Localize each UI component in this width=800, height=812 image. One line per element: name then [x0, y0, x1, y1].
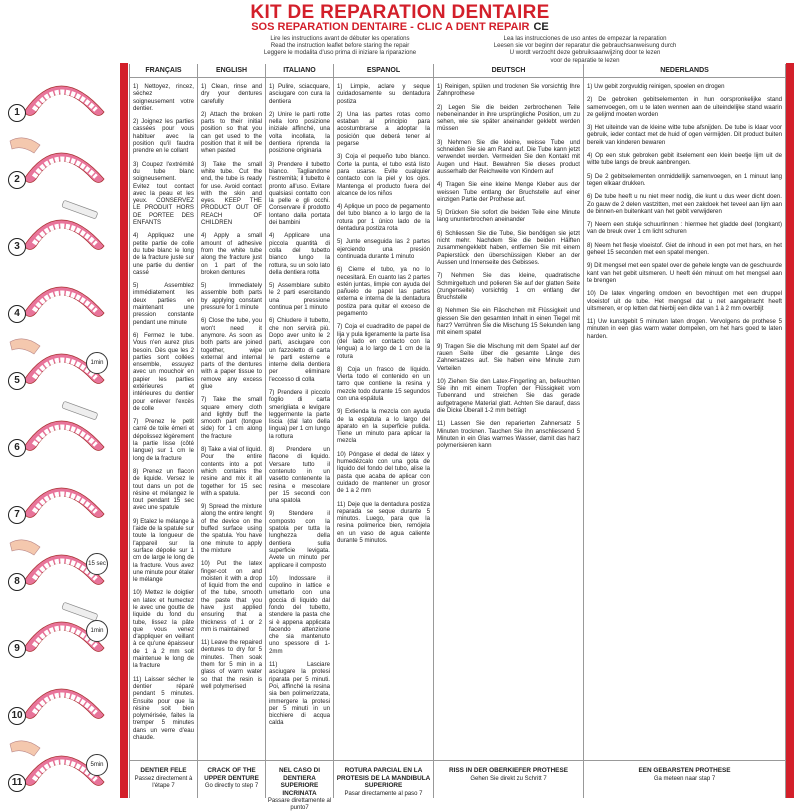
step-illustration — [4, 131, 114, 191]
step-text: 6) Cierre el tubo, ya no lo necesitará. En cuanto las 2 partes estén juntas, limpie con ayuda del pañuelo de papel las partes externa e interna de la dentadura postiza para quitar el exceso de pegamento — [337, 266, 430, 318]
step-text: 4) Apply a small amount of adhesive from the white tube along the fracture just on 1 part of the broken dentures — [201, 232, 262, 276]
step-text: 6) Chiudere il tubetto, che non servirà più. Dopo aver unito le 2 parti, asciugare con un fazzoletto di carta le parti esterne e interne della dentiera per eliminare l'eccesso di colla — [269, 317, 330, 383]
illustration-column — [4, 64, 116, 798]
step-text: 3) Coja el pequeño tubo blanco. Corte la punta, el tubo está listo para usarse. Evite cualquier contacto con la piel y los ojos. Mantenga el producto fuera del alcance de los niños — [337, 153, 430, 197]
step-text: 2) Una las partes rotas como estaban al principio para acostumbrarse a adoptar la posición que deberá tener al pegarse — [337, 110, 430, 148]
step-text: 3) Prendere il tubetto bianco. Tagliandone l'estremità; il tubetto è pronto all'uso. Evitare qualsiasi contatto con la pelle e gli occhi. Conservare il prodotto lontano dalla portata dei bambini — [269, 160, 330, 227]
step-text: 11) Uw kunstgebit 5 minuten laten drogen. Vervolgens de prothese 5 minuten in een glas warm water dompelen, om het hars goed te laten harden. — [587, 318, 782, 340]
step-text: 8) Prendere un flacone di liquido. Versare tutto il contenuto in un vasetto contenente la resina e mescolare per 15 secondi con una spatola — [269, 446, 330, 505]
footer-subtitle: Passare direttamente al punto7 — [267, 798, 332, 811]
footer-title: RISS IN DER OBERKIEFER PROTHESE — [449, 767, 568, 774]
step-text: 11) Deje que la dentadura postiza reparada se seque durante 5 minutos. Luego, para que la resina polimerice bien, remójela en un vaso de agua caliente durante 5 minutos. — [337, 500, 430, 545]
column-steps — [337, 83, 430, 550]
step-text: 1) Uw gebit zorgvuldig reinigen, spoelen en drogen — [587, 83, 725, 90]
step-text: 9) Stendere il composto con la spatola per tutta la lunghezza della dentiera sulla superficie levigata. Avete un minuto per applicare il composto — [269, 510, 330, 569]
step-number: 7 — [8, 506, 26, 524]
accent-strip-right — [786, 63, 794, 798]
step-text: 11) Lasciare asciugare la protesi riparata per 5 minuti. Poi, affinché la resina sia ben polimerizzata, immergere la protesi per 5 minuti in un bicchiere di acqua calda — [269, 661, 330, 727]
step-illustration — [4, 466, 114, 526]
column-footer — [334, 760, 433, 798]
step-text: 10) Indossare il cupolino in lattice e umettarlo con una goccia di liquido dal fondo del tubetto, stendere la pasta che si è appena applicata facendo attenzione che sia mantenuto uno spessore di 1-2mm — [269, 574, 330, 655]
step-text: 2) Unire le parti rotte nella loro posizione iniziale affinché, una volta incollata, la dentiera riprenda la posizione originaria — [269, 110, 330, 155]
step-text: 9) Spread the mixture along the entire lenght of the device on the buffed surface using the spatula. You have one minute to apply the mixture — [201, 503, 262, 554]
lead-instructions-right — [455, 35, 715, 64]
column-footer — [198, 760, 265, 798]
step-text: 2) De gebroken gebitselementen in hun oorspronkelijke stand samenvoegen, om u te laten wennen aan de uiteindelijke stand waarin ze gelijmd moeten worden — [587, 96, 782, 118]
step-text: 5) De 2 gebitselementen onmiddellijk samenvoegen, en 1 minuut lang tegen elkaar drukken. — [587, 172, 782, 187]
step-illustration — [4, 533, 114, 593]
lead-line: Lire les instructions avant de débuter les operations — [270, 35, 410, 42]
language-column — [265, 64, 333, 811]
column-header: NEDERLANDS — [584, 64, 785, 78]
step-text: 8) Prenez un flacon de liquide. Versez le tout dans un pot de résine et mélangez le tout pendant 15 sec avec une spatule — [133, 467, 194, 512]
step-text: 9) Etalez le mélange à l'aide de la spatule sur toute la longueur de l'appareil sur la surface dépolie sur 1 cm de large le long de la fracture. Vous avez une minute pour étaler le mélange — [133, 517, 194, 584]
step-text: 3) Take the small white tube. Cut the end, the tube is ready for use. Avoid contact with the skin and eyes. KEEP THE PRODUCT OUT OF REACH OF CHILDREN — [201, 160, 262, 227]
column-steps — [587, 83, 782, 346]
footer-subtitle: Go directly to step 7 — [204, 783, 259, 789]
lead-line: U wordt verzocht deze gebruiksaanwijzing door te lezen — [509, 49, 661, 57]
step-text: 7) Coja el cuadradito de papel de lija y pula ligeramente la parte lisa (del lado en contacto con la lengua) a lo largo de 1 cm de la rotura — [337, 323, 430, 360]
step-number: 11 — [8, 774, 26, 792]
step-number: 6 — [8, 439, 26, 457]
step-text: 3) Nehmen Sie die kleine, weisse Tube und schneiden Sie sie am Rand auf. Die Tube kann jetzt verwendet werden. Vermeiden Sie den Kontakt mit Augen und Haut. Bewahren Sie dieses product ausserhalb der Reichweite von Kindern auf — [437, 138, 580, 175]
column-footer — [266, 760, 333, 811]
timer-icon: 1min — [86, 620, 108, 642]
step-text: 3) Het uiteinde van de kleine witte tube afsnijden. De tube is klaar voor gebruik, ieder contact met de huid of ogen vermijden. Dit product buiten bereik van kinderen bewaren — [587, 124, 782, 146]
step-text: 10) Póngase el dedal de látex y humedézcalo con una gota de líquido del fondo del tubo, alise la pasta que acaba de aplicar con cuidado de mantener un grosor de 1 a 2 mm — [337, 450, 430, 495]
step-text: 4) Applicare una piccola quantità di colla del tubetto bianco lungo la rottura, su un solo lato della dentiera rotta — [269, 232, 330, 276]
step-illustration — [4, 667, 114, 727]
step-illustration — [4, 64, 114, 124]
step-number: 10 — [8, 707, 26, 725]
timer-icon: 15 sec — [86, 553, 108, 575]
step-text: 1) Pulire, sciacquare, asciugare con cura la dentiera — [269, 83, 330, 105]
step-text: 9) Tragen Sie die Mischung mit dem Spatel auf der rauen Seite über die gesamte Länge des Zahnersatzes auf. Sie haben eine Minute zum Verteilen — [437, 342, 580, 372]
step-text: 10) Ziehen Sie den Latex-Fingerling an, befeuchten Sie ihn mit einem Tropfen der Flüssigkeit vom Tubenrand und streichen Sie das gerade aufgetragene Material glatt. Achten Sie darauf, dass die Dicke Überall 1-2 mm beträgt — [437, 377, 580, 414]
column-header: ITALIANO — [266, 64, 333, 78]
step-text: 8) Take a vial of liquid. Pour the entire contents into a pot which contains the resine and mix it all together for 15 sec with a spatula. — [201, 446, 262, 497]
step-text: 5) Assemblare subito le 2 parti esercitando una pressione continua per 1 minuto — [269, 282, 330, 312]
step-text: 6) Close the tube, you won't need it anymore. As soon as both parts are joined together, wipe external and internal parts of the dentures with a paper tissue to remove any excess glue — [201, 317, 262, 390]
lead-line: Leesen sie vor beginn der reparatur die gebrauchsanweisung durch — [493, 42, 677, 50]
step-text: 6) Schliessen Sie die Tube, Sie benötigen sie jetzt nicht mehr. Nachdem Sie die beiden Hälften zusammengeklebt haben, entfernen Sie mit einem Papierstück den überschüssigen Kleber an der Aussen und Innenseite des Gebisses. — [437, 229, 580, 266]
step-text: 1) Nettoyez, rincez, séchez soigneusement votre dentier. — [133, 83, 194, 112]
column-header: DEUTSCH — [434, 64, 583, 78]
header — [0, 0, 800, 62]
column-steps — [201, 83, 262, 696]
footer-title: NEL CASO DI DENTIERA SUPERIORE INCRINATA — [278, 767, 321, 797]
column-steps — [437, 83, 580, 455]
column-header: ESPANOL — [334, 64, 433, 78]
step-text: 11) Laisser sécher le dentier réparé pendant 5 minutes. Ensuite pour que la résine soit bien polymérisée, faites la tremper 5 minutes dans un verre d'eau chaude. — [133, 675, 194, 742]
step-text: 6) De tube heeft u nu niet meer nodig, die kunt u dus weer dicht doen. Zo gauw de 2 delen vastzitten, met een zakdoek het teveel aan lijm aan de binnen-en buitenkant van het gebit verwijderen — [587, 193, 782, 215]
step-text: 2) Attach the broken parts to their initial position so that you can get used to the position that it will be when pasted — [201, 110, 262, 155]
step-number: 5 — [8, 372, 26, 390]
footer-subtitle: Pasar directamente al paso 7 — [344, 790, 423, 797]
page-subtitle — [0, 21, 800, 33]
lead-line: voor de reparatie te lezen — [550, 56, 620, 64]
step-illustration — [4, 332, 114, 392]
step-number: 8 — [8, 573, 26, 591]
step-text: 3) Coupez l'extrémité du tube blanc soigneusement. Evitez tout contact avec la peau et les yeux. CONSERVEZ LE PRODUIT HORS DE PORTEE DES ENFANTS — [133, 160, 194, 227]
timer-icon: 5min — [86, 754, 108, 776]
footer-subtitle: Gehen Sie direkt zu Schritt 7 — [470, 775, 547, 782]
lead-instructions-left — [210, 35, 470, 57]
subtitle-text: SOS REPARATION DENTAIRE - CLIC A DENT REPAIR — [251, 21, 530, 33]
step-text: 5) Assemblez immédiatement les deux parties en maintenant une pression constante pendant une minute — [133, 282, 194, 326]
column-footer — [434, 760, 583, 798]
step-text: 6) Fermez le tube. Vous n'en aurez plus besoin. Dès que les 2 parties sont collées ensemble, essuyez avec un mouchoir en papier les parties extérieures et intérieures du dentier pour enlever l'excès de colle — [133, 331, 194, 412]
step-text: 5) Junte enseguida las 2 partes ejerciendo una presión continuada durante 1 minuto — [337, 238, 430, 260]
column-header: ENGLISH — [198, 64, 265, 78]
language-column — [333, 64, 433, 798]
footer-title: CRACK OF THE UPPER DENTURE — [204, 767, 259, 782]
step-text: 1) Limpie, aclare y seque cuidadosamente su dentadura postiza — [337, 83, 430, 105]
step-text: 5) Drücken Sie sofort die beiden Teile eine Minute lang ununterbrochen aneinander — [437, 209, 580, 224]
column-steps — [269, 83, 330, 733]
accent-strip-left — [120, 63, 128, 798]
footer-title: EEN GEBARSTEN PROTHESE — [638, 767, 731, 774]
step-number: 9 — [8, 640, 26, 658]
step-text: 7) Take the small square emery cloth and lightly buff the smooth part (tongue side) for 1 cm along the fracture — [201, 396, 262, 440]
step-number: 2 — [8, 171, 26, 189]
step-text: 4) Tragen Sie eine kleine Menge Kleber aus der weissen Tube entlang der Bruchstelle auf einer einzigen Partie der Prothese auf. — [437, 181, 580, 203]
page-title: KIT DE REPARATION DENTAIRE — [250, 2, 550, 23]
ce-mark: CE — [533, 21, 549, 33]
step-illustration — [4, 265, 114, 325]
step-text: 8) Nehmen Sie ein Fläschchen mit Flüssigkeit und giessen Sie den gesamten Inhalt in einen Tiegel mit harz? Verrühren Sie die Mischung 15 Sekunden lang mit einem spatel — [437, 307, 580, 337]
step-number: 1 — [8, 104, 26, 122]
step-text: 10) Mettez le doigtier en latex et humectez le avec une goutte de liquide du fond du tube, lissez la pâte que vous venez d'appliquer en veillant à ce qu'une épaisseur de 1 à 2 mm soit maintenue le long de la fracture — [133, 589, 194, 670]
lead-line: Leggere le modalita d'uso prima di iniziare la riparazione — [263, 49, 417, 57]
step-text: 5) Immediately assemble both parts by applying constant pressure for 1 minute — [201, 282, 262, 312]
step-illustration — [4, 198, 114, 258]
step-text: 11) Leave the repaired dentures to dry for 5 minutes. Then soak them for 5 min in a glass of warm water so that the resin is well polymerised — [201, 639, 262, 690]
footer-subtitle: Passez directement à l'étape 7 — [134, 775, 193, 789]
step-text: 8) Coja un frasco de líquido. Vierta todo el contenido en un tarro que contiene la resina y mezcle todo durante 15 segundos con una espátula — [337, 365, 430, 402]
lead-line: Lea las instrucciones de uso antes de empezar la reparation — [503, 35, 667, 42]
step-text: 1) Reinigen, spülen und trocknen Sie vorsichtig Ihre Zahnprothese — [437, 83, 580, 98]
step-number: 4 — [8, 305, 26, 323]
step-text: 7) Prendere il piccolo foglio di carta smerigliata e levigare leggermente la parte liscia (dal lato della lingua) per 1 cm lungo la rottura — [269, 388, 330, 440]
step-text: 1) Clean, rinse and dry your dentures carefully — [201, 83, 262, 105]
step-text: 4) Aplique un poco de pegamento del tubo blanco a lo largo de la rotura por 1 único lado de la dentadura postiza rota — [337, 203, 430, 233]
step-number: 3 — [8, 238, 26, 256]
step-text: 4) Op een stuk gebroken gebit itselement een klein beetje lijm uit de witte tube langs de breuk aanbrengen. — [587, 152, 782, 167]
step-text: 9) Dit mengsel met een spatel over de gehele lengte van de geschuurde kant van het gebit uitsmeren. U heeft één minuut om het mengsel aan te brengen — [587, 262, 782, 284]
language-column — [433, 64, 583, 798]
language-column — [583, 64, 786, 798]
step-text: 4) Appliquez une petite partie de colle du tube blanc le long de la fracture juste sur une partie du dentier cassé — [133, 232, 194, 276]
step-text: 2) Legen Sie die beiden zerbrochenen Teile nebeneinander in ihre ursprüngliche Position, um zu sehen, wie sie später aneinander geklebt werden müssen — [437, 103, 580, 133]
step-text: 11) Lassen Sie den reparierten Zahnersatz 5 Minuten trocknen. Tauchen Sie ihn anschliessend 5 Minuten in ein Glas warmes Wasser, damit das harz polymerisieren kann — [437, 420, 580, 450]
step-text: 7) Prenez le petit carré de toile émeri et dépolissez légèrement la partie lisse (côté langue) sur 1 cm le long de la fracture — [133, 418, 194, 462]
language-column — [129, 64, 197, 798]
step-illustration — [4, 734, 114, 794]
step-text: 9) Extienda la mezcla con ayuda de la espátula a lo largo del aparato en la superficie pulida. Tiene un minuto para aplicar la mezcla — [337, 408, 430, 445]
timer-icon: 1min — [86, 352, 108, 374]
footer-subtitle: Ga meteen naar stap 7 — [653, 775, 716, 782]
column-footer — [584, 760, 785, 798]
footer-title: ROTURA PARCIAL EN LA PROTESIS DE LA MANDIBULA SUPERIORE — [336, 767, 431, 789]
step-illustration — [4, 600, 114, 660]
step-text: 7) Nehmen Sie das kleine, quadratische Schmirgeltuch und polieren Sie auf der glatten Seite (zungenseite) vorsichtig 1 cm entlang der Bruchstelle — [437, 272, 580, 302]
column-steps — [133, 83, 194, 747]
step-illustration — [4, 399, 114, 459]
step-text: 2) Joignez les parties cassées pour vous habituer avec la position qu'il faudra prendre en le collant — [133, 118, 194, 155]
language-column — [197, 64, 265, 798]
column-footer — [130, 760, 197, 798]
step-text: 10) De latex vingerling omdoen en bevochtigen met een druppel vloeistof uit de tube. Het mengsel dat u net aangebracht heeft uitsmeren, er op letten dat hierbij een dikte van 1 à 2 mm overblijt — [587, 290, 782, 312]
step-text: 8) Neem het flesje vloeistof. Giet de inhoud in een pot met hars, en het geheel 15 seconden met een spatel mengen. — [587, 241, 782, 257]
step-text: 10) Put the latex finger-cot on and moisten it with a drop of liquid from the end of the tube, smooth the paste that you have just applied ensuring that a thickness of 1 or 2 mm is maintained — [201, 560, 262, 633]
lead-line: Read the instruction leaflet before staring the repair — [270, 42, 410, 50]
step-text: 7) Neem een stukje schuurlinnen : hiermee het gladde deel (tongkant) van de breuk over 1 cm licht schuren — [587, 221, 782, 236]
footer-title: DENTIER FELE — [140, 767, 187, 774]
column-header: FRANÇAIS — [130, 64, 197, 78]
